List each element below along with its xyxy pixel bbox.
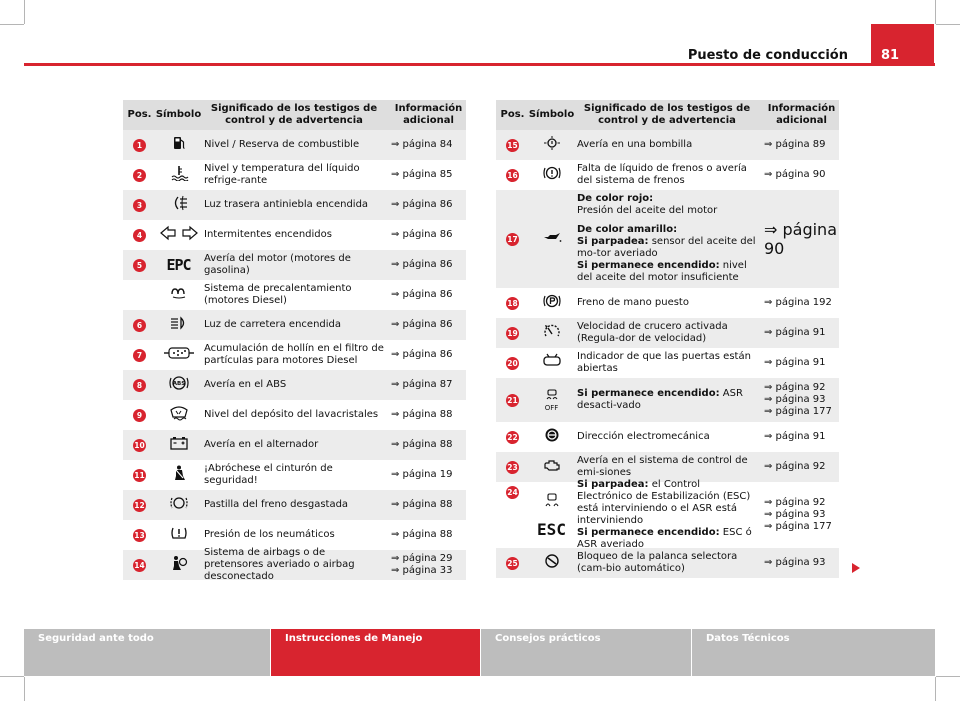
steady-text: ASR desacti-vado	[577, 388, 743, 411]
battery-icon	[169, 435, 189, 455]
position-badge: 8	[133, 379, 146, 392]
meaning-text: Dirección electromecánica	[577, 431, 710, 442]
table-row	[123, 220, 466, 250]
meaning-text: Presión de los neumáticos	[204, 529, 335, 540]
table-row	[123, 547, 466, 582]
position-cell	[123, 379, 156, 392]
position-badge: 5	[133, 259, 146, 272]
meaning-text: Nivel del depósito del lavacristales	[204, 409, 379, 420]
position-badge: 17	[507, 234, 518, 244]
selector-lever-icon	[542, 553, 562, 573]
position-cell	[123, 349, 156, 362]
meaning-text: Indicador de que las puertas están abiertas	[577, 351, 751, 374]
table-row	[123, 160, 466, 190]
table-row	[496, 422, 839, 452]
page-reference[interactable]: ⇒ página 84	[391, 139, 453, 150]
steady-label: Si permanece encendido:	[577, 388, 720, 399]
page-reference[interactable]: ⇒ página 87	[391, 379, 453, 390]
epc-icon: EPC	[166, 256, 191, 274]
page-number: 81	[871, 24, 934, 66]
footer-tab-technical[interactable]: Datos Técnicos	[692, 629, 935, 676]
svg-text:ABS: ABS	[172, 381, 185, 387]
page-reference[interactable]: ⇒ página 86	[391, 199, 453, 210]
table-row	[123, 400, 466, 430]
page-reference[interactable]: ⇒ página 86	[391, 349, 453, 360]
meaning-text: Nivel / Reserva de combustible	[204, 139, 360, 150]
col-info: Información adicional	[394, 103, 463, 126]
meaning-text: Sistema de airbags o de pretensores averiado o airbag desconectado	[204, 547, 355, 582]
asr-off-icon	[545, 388, 559, 404]
position-cell	[123, 439, 156, 452]
bulb-icon	[542, 135, 562, 155]
page-reference[interactable]: ⇒ página 90	[764, 169, 826, 180]
table-row	[496, 288, 839, 318]
airbag-icon	[169, 555, 189, 575]
position-badge: 12	[134, 500, 145, 510]
page-reference[interactable]: ⇒ página 88	[391, 439, 453, 450]
steady-text: ESC ó ASR averiado	[577, 527, 752, 550]
position-badge: 3	[133, 199, 146, 212]
meaning-text: Acumulación de hollín en el filtro de partículas para motores Diesel	[204, 343, 384, 366]
position-badge: 20	[507, 358, 518, 368]
brake-pad-icon	[169, 495, 189, 515]
meaning-text: Avería en el sistema de control de emi-siones	[577, 455, 748, 478]
table-row	[123, 430, 466, 460]
crop-mark	[936, 676, 960, 677]
col-pos: Pos.	[500, 109, 525, 120]
page-reference[interactable]: ⇒ página 29 ⇒ página 33	[391, 553, 453, 576]
page-reference[interactable]: ⇒ página 86	[391, 259, 453, 270]
table-row	[496, 479, 839, 550]
table-row	[496, 548, 839, 578]
table-header	[123, 100, 466, 130]
position-badge: 19	[507, 328, 518, 338]
table-row	[496, 378, 839, 422]
meaning-text: Velocidad de crucero activada (Regula-dor de velocidad)	[577, 321, 728, 344]
position-cell	[123, 559, 156, 572]
table-row	[496, 452, 839, 482]
crop-mark	[0, 24, 24, 25]
oil-pressure-icon	[542, 229, 562, 249]
crop-mark	[935, 677, 936, 701]
position-badge: 11	[134, 470, 145, 480]
table-row	[123, 310, 466, 340]
diesel-particulate-filter-icon	[164, 345, 194, 365]
meaning-text	[574, 479, 761, 551]
table-row	[496, 160, 839, 190]
warning-lights-table-right	[496, 100, 839, 578]
position-cell	[123, 229, 156, 242]
abs-icon	[168, 375, 190, 395]
tire-pressure-icon	[169, 525, 189, 545]
red-text: Presión del aceite del motor	[577, 205, 718, 216]
position-badge: 16	[507, 170, 518, 180]
position-badge: 14	[134, 560, 145, 570]
coolant-temperature-icon	[169, 165, 189, 185]
col-pos: Pos.	[127, 109, 152, 120]
position-badge: 15	[507, 140, 518, 150]
rear-fog-light-icon	[169, 195, 189, 215]
col-symbol: Símbolo	[155, 109, 202, 120]
meaning-text: Freno de mano puesto	[577, 297, 689, 308]
page-reference[interactable]: ⇒ página 91	[764, 431, 826, 442]
position-cell	[123, 199, 156, 212]
steady-label: Si permanece encendido:	[577, 527, 720, 538]
page-reference[interactable]: ⇒ página 86	[391, 289, 453, 300]
page-reference[interactable]: ⇒ página 192	[764, 297, 832, 308]
fuel-pump-icon	[169, 135, 189, 155]
col-symbol: Símbolo	[528, 109, 575, 120]
page-reference[interactable]: ⇒ página 91	[764, 357, 826, 368]
parking-brake-icon	[542, 293, 562, 313]
position-badge: 13	[134, 530, 145, 540]
table-row	[123, 460, 466, 490]
footer-tab-tips[interactable]: Consejos prácticos	[481, 629, 691, 676]
crop-mark	[24, 0, 25, 24]
door-open-icon	[542, 353, 562, 373]
position-badge: 1	[133, 139, 146, 152]
blink-label: Si parpadea:	[577, 236, 649, 247]
turn-signal-icon	[159, 225, 199, 245]
page-reference[interactable]: ⇒ página 85	[391, 169, 453, 180]
seatbelt-icon	[169, 465, 189, 485]
position-cell	[123, 169, 156, 182]
meaning-text: Intermitentes encendidos	[204, 229, 332, 240]
table-row	[123, 280, 466, 310]
position-badge: 23	[507, 462, 518, 472]
yellow-label: De color amarillo:	[577, 224, 678, 235]
table-row	[123, 250, 466, 280]
position-cell	[123, 469, 156, 482]
table-row	[496, 190, 839, 288]
high-beam-icon	[169, 315, 189, 335]
red-label: De color rojo:	[577, 193, 654, 204]
col-meaning: Significado de los testigos de control y de advertencia	[583, 103, 751, 126]
crop-mark	[935, 0, 936, 24]
table-row	[123, 370, 466, 400]
crop-mark	[936, 24, 960, 25]
blink-text: el Control Electrónico de Estabilización (ESC) está interviniendo o el ASR está interviniendo	[577, 479, 751, 526]
page-reference[interactable]: ⇒ página 88	[391, 409, 453, 420]
meaning-text: ¡Abróchese el cinturón de seguridad!	[204, 463, 333, 486]
position-badge: 22	[507, 432, 518, 442]
header-rule	[24, 63, 935, 66]
blink-label: Si parpadea:	[577, 479, 649, 490]
position-badge: 21	[507, 395, 518, 405]
position-cell	[123, 259, 156, 272]
table-row	[496, 348, 839, 378]
position-badge: 2	[133, 169, 146, 182]
position-cell	[123, 319, 156, 332]
page-reference[interactable]: ⇒ página 88	[391, 499, 453, 510]
crop-mark	[0, 676, 24, 677]
icon-label: OFF	[544, 404, 559, 412]
col-meaning: Significado de los testigos de control y de advertencia	[210, 103, 378, 126]
meaning-text: Sistema de precalentamiento (motores Diesel)	[204, 283, 352, 306]
table-row	[496, 130, 839, 160]
position-badge: 18	[507, 298, 518, 308]
table-row	[123, 490, 466, 520]
meaning-text: Pastilla del freno desgastada	[204, 499, 349, 510]
page-reference[interactable]: ⇒ página 86	[391, 229, 453, 240]
meaning-text: Falta de líquido de frenos o avería del sistema de frenos	[577, 163, 747, 186]
position-cell	[123, 499, 156, 512]
meaning-text: Avería en el ABS	[204, 379, 287, 390]
position-badge: 4	[133, 229, 146, 242]
continue-arrow-icon	[852, 563, 860, 573]
col-info: Información adicional	[767, 103, 836, 126]
position-badge: 9	[133, 409, 146, 422]
page-reference[interactable]: ⇒ página 92 ⇒ página 93 ⇒ página 177	[764, 382, 832, 417]
position-badge: 6	[133, 319, 146, 332]
position-cell	[123, 139, 156, 152]
page-reference[interactable]: ⇒ página 92 ⇒ página 93 ⇒ página 177	[764, 497, 832, 532]
steady-label: Si permanece encendido:	[577, 260, 720, 271]
meaning-text	[574, 388, 761, 412]
meaning-text: Avería en el alternador	[204, 439, 319, 450]
brake-warning-icon	[542, 165, 562, 185]
table-row	[123, 340, 466, 370]
page-reference[interactable]: ⇒ página 89	[764, 139, 826, 150]
esc-icon: ESC	[537, 520, 566, 539]
page-title: Puesto de conducción	[687, 48, 848, 63]
page-reference[interactable]: ⇒ página 88	[391, 529, 453, 540]
position-badge: 10	[134, 440, 145, 450]
washer-fluid-icon	[169, 405, 189, 425]
steering-icon	[542, 427, 562, 447]
meaning-text: Nivel y temperatura del líquido refrige-rante	[204, 163, 360, 186]
position-cell	[123, 529, 156, 542]
meaning-text: Luz de carretera encendida	[204, 319, 342, 330]
page-reference[interactable]: ⇒ página 91	[764, 327, 826, 338]
page-reference[interactable]: ⇒ página 90	[764, 220, 837, 258]
emission-control-icon	[542, 457, 562, 477]
cruise-control-icon	[542, 323, 562, 343]
table-row	[123, 130, 466, 160]
position-badge: 24	[507, 488, 518, 497]
warning-lights-table-left	[123, 100, 466, 580]
page-reference[interactable]: ⇒ página 93	[764, 557, 826, 568]
table-row	[123, 190, 466, 220]
footer-tab-safety[interactable]: Seguridad ante todo	[24, 629, 270, 676]
meaning-text: Avería del motor (motores de gasolina)	[204, 253, 351, 276]
table-row	[123, 520, 466, 550]
footer-tab-operation[interactable]: Instrucciones de Manejo	[271, 629, 480, 676]
steady-text: nivel del aceite del motor insuficiente	[577, 260, 747, 283]
page-reference[interactable]: ⇒ página 92	[764, 461, 826, 472]
table-row	[496, 318, 839, 348]
position-badge: 7	[133, 349, 146, 362]
blink-text: sensor del aceite del mo-tor averiado	[577, 236, 756, 259]
table-header	[496, 100, 839, 130]
meaning-text: Luz trasera antiniebla encendida	[204, 199, 369, 210]
crop-mark	[24, 677, 25, 701]
meaning-text: Avería en una bombilla	[577, 139, 693, 150]
page-reference[interactable]: ⇒ página 86	[391, 319, 453, 330]
glow-plug-icon	[169, 285, 189, 305]
meaning-text: Bloqueo de la palanca selectora (cam-bio automático)	[577, 551, 738, 574]
stability-control-icon	[544, 492, 560, 512]
position-cell	[123, 409, 156, 422]
page-reference[interactable]: ⇒ página 19	[391, 469, 453, 480]
position-badge: 25	[507, 558, 518, 568]
